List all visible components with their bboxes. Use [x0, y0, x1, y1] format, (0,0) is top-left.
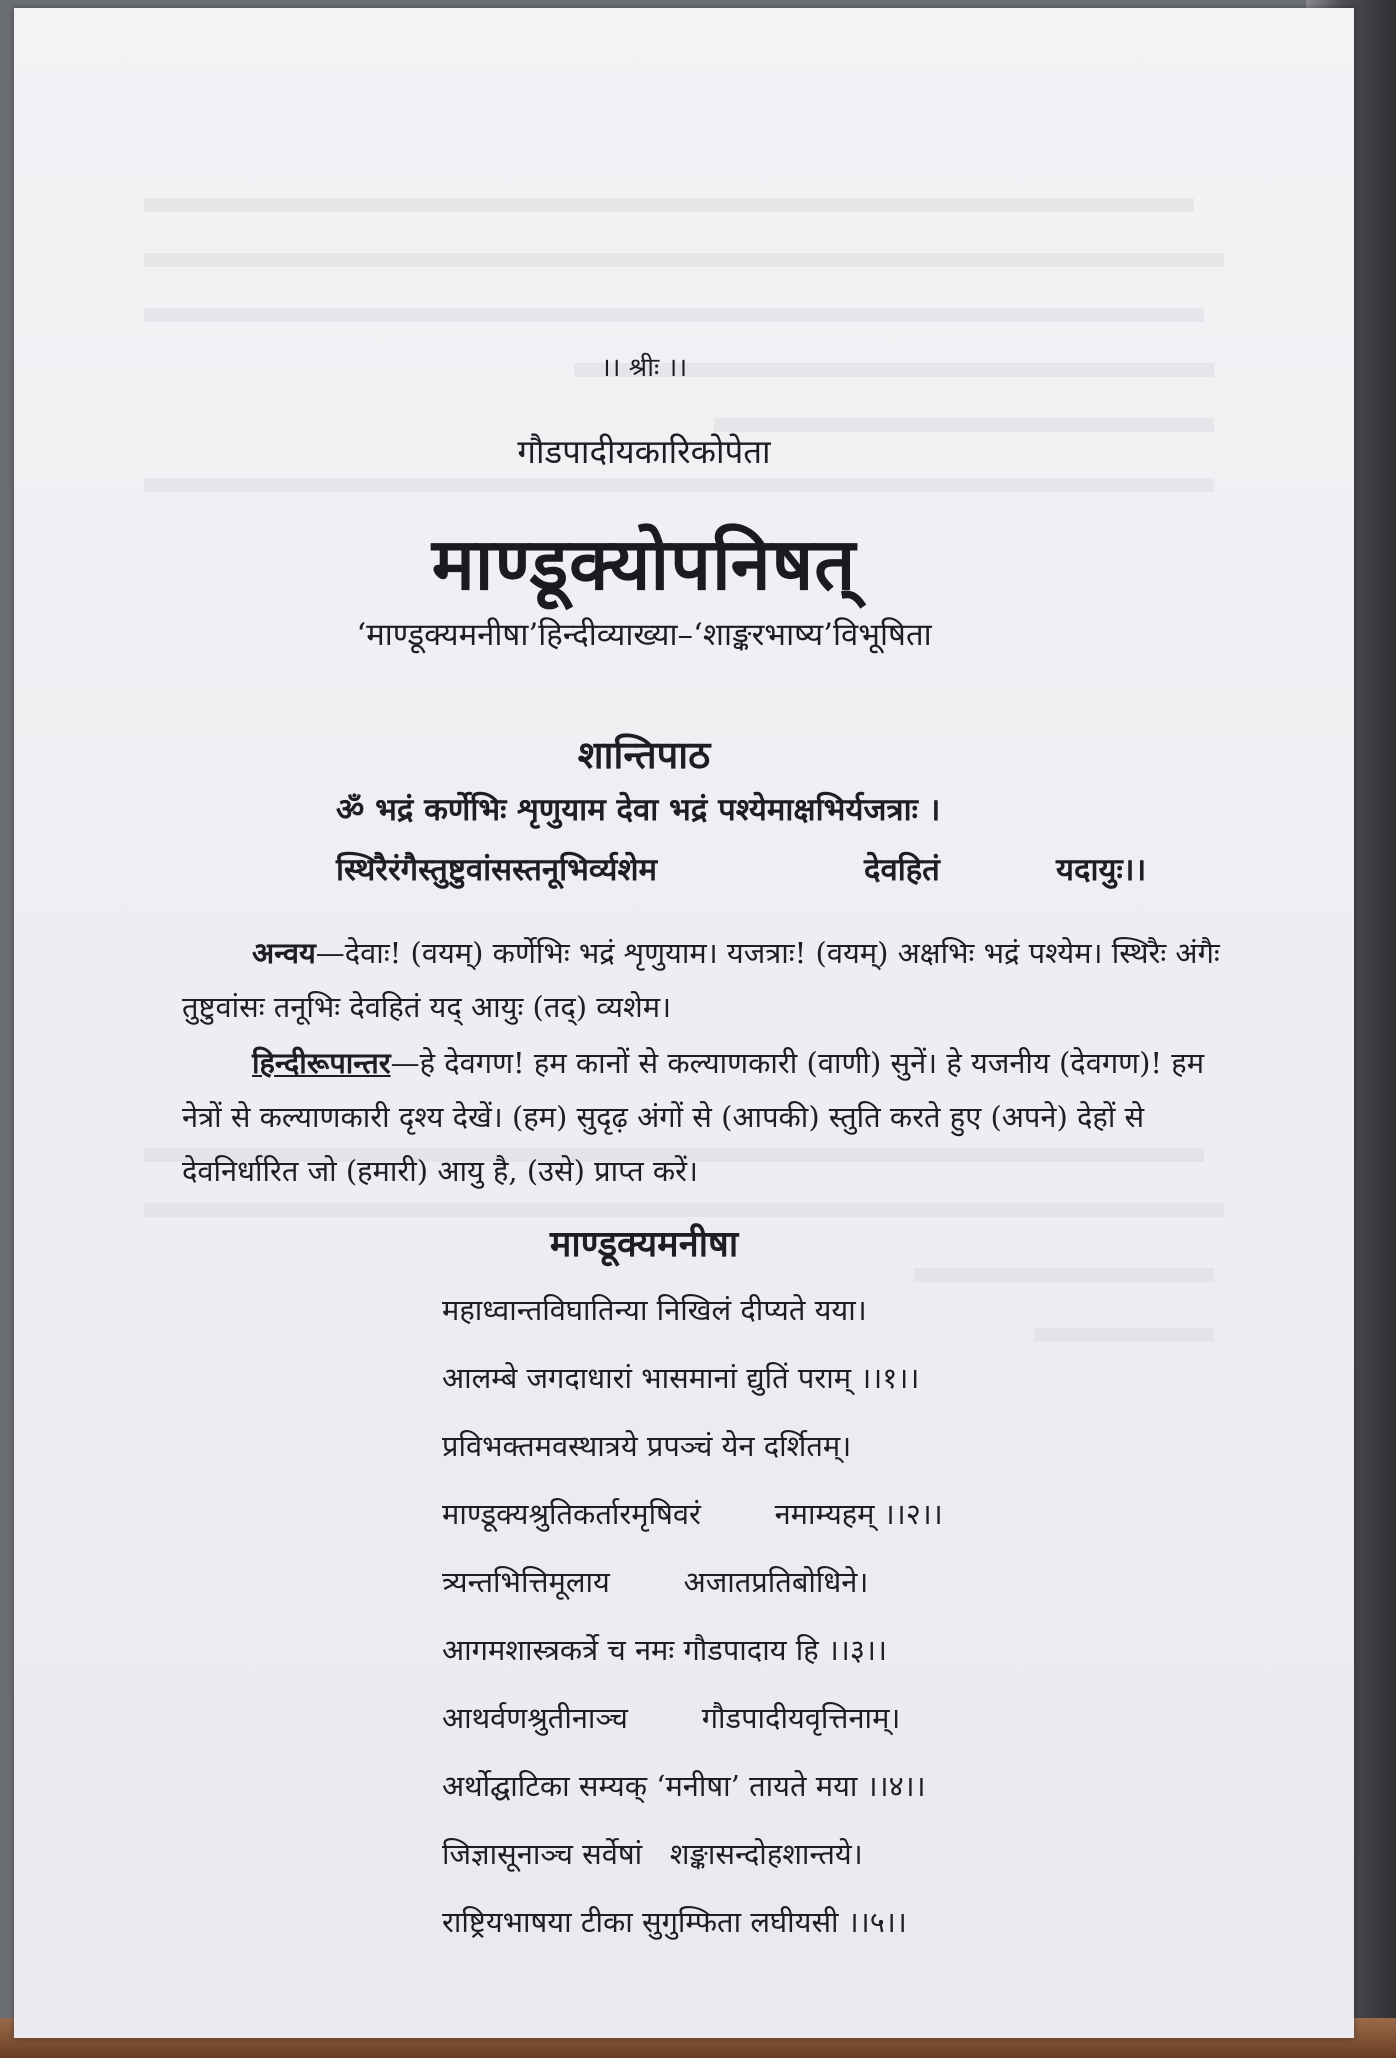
shantipath-heading: शान्तिपाठ	[577, 732, 711, 777]
verse-line: राष्ट्रियभाषया टीका सुगुम्फिता लघीयसी ।।५।।	[442, 1905, 907, 1939]
verse-line: आलम्बे जगदाधारां भासमानां द्युतिं पराम् ।।१।।	[442, 1361, 920, 1395]
subtitle: ‘माण्डूक्यमनीषा’हिन्दीव्याख्या–‘शाङ्करभाष्य’विभूषिता	[356, 617, 932, 653]
mantra-line-2a: स्थिरैरंगैस्तुष्टुवांसस्तनूभिर्व्यशेम	[336, 852, 658, 888]
verse-line: आथर्वणश्रुतीनाञ्च गौडपादीयवृत्तिनाम्।	[442, 1701, 901, 1735]
hindi-label: हिन्दीरूपान्तर	[252, 1046, 391, 1080]
verse-line: अर्थोद्घाटिका सम्यक् ‘मनीषा’ तायते मया ।।४।।	[442, 1769, 926, 1803]
mantra-line-2b: देवहितं	[864, 852, 940, 888]
verse-line: प्रविभक्तमवस्थात्रये प्रपञ्चं येन दर्शितम्।	[442, 1429, 852, 1463]
manisha-heading: माण्डूक्यमनीषा	[549, 1223, 739, 1265]
anvaya-text: —देवाः! (वयम्) कर्णेभिः भद्रं शृणुयाम। यजत्राः! (वयम्) अक्षभिः भद्रं पश्येम। स्थिरैः अंगैः तुष्टुवांसः तनूभिः देवहितं यद् आयुः (तद्) व्यशेम।	[182, 936, 1220, 1024]
hindi-text: —हे देवगण! हम कानों से कल्याणकारी (वाणी) सुनें। हे यजनीय (देवगण)! हम नेत्रों से कल्याणकारी दृश्य देखें। (हम) सुदृढ़ अंगों से (आपकी) स्तुति करते हुए (अपने) देहों से देवनिर्धारित जो (हमारी) आयु है, (उसे) प्राप्त करें।	[182, 1046, 1205, 1188]
karika-line: गौडपादीयकारिकोपेता	[517, 432, 771, 471]
verse-line: त्र्यन्तभित्तिमूलाय अजातप्रतिबोधिने।	[442, 1565, 869, 1599]
shri-invocation: ।। श्रीः ।।	[600, 353, 688, 383]
verse-line: महाध्वान्तविघातिन्या निखिलं दीप्यते यया।	[442, 1293, 867, 1327]
page-title: माण्डूक्योपनिषत्	[431, 521, 857, 606]
mantra-line-1: ॐ भद्रं कर्णेभिः शृणुयाम देवा भद्रं पश्येमाक्षभिर्यजत्राः ।	[336, 792, 941, 828]
book-page	[14, 8, 1354, 2038]
verse-line: आगमशास्त्रकर्त्रे च नमः गौडपादाय हि ।।३।।	[442, 1633, 887, 1667]
hindi-paragraph	[182, 1036, 1247, 1198]
verse-line: जिज्ञासूनाञ्च सर्वेषां शङ्कासन्दोहशान्तये।	[442, 1837, 863, 1871]
mantra-line-2c: यदायुः।।	[1056, 852, 1147, 888]
anvaya-paragraph	[182, 926, 1247, 1034]
anvaya-label: अन्वय	[252, 936, 316, 970]
verse-line: माण्डूक्यश्रुतिकर्तारमृषिवरं नमाम्यहम् ।।२।।	[442, 1497, 943, 1531]
